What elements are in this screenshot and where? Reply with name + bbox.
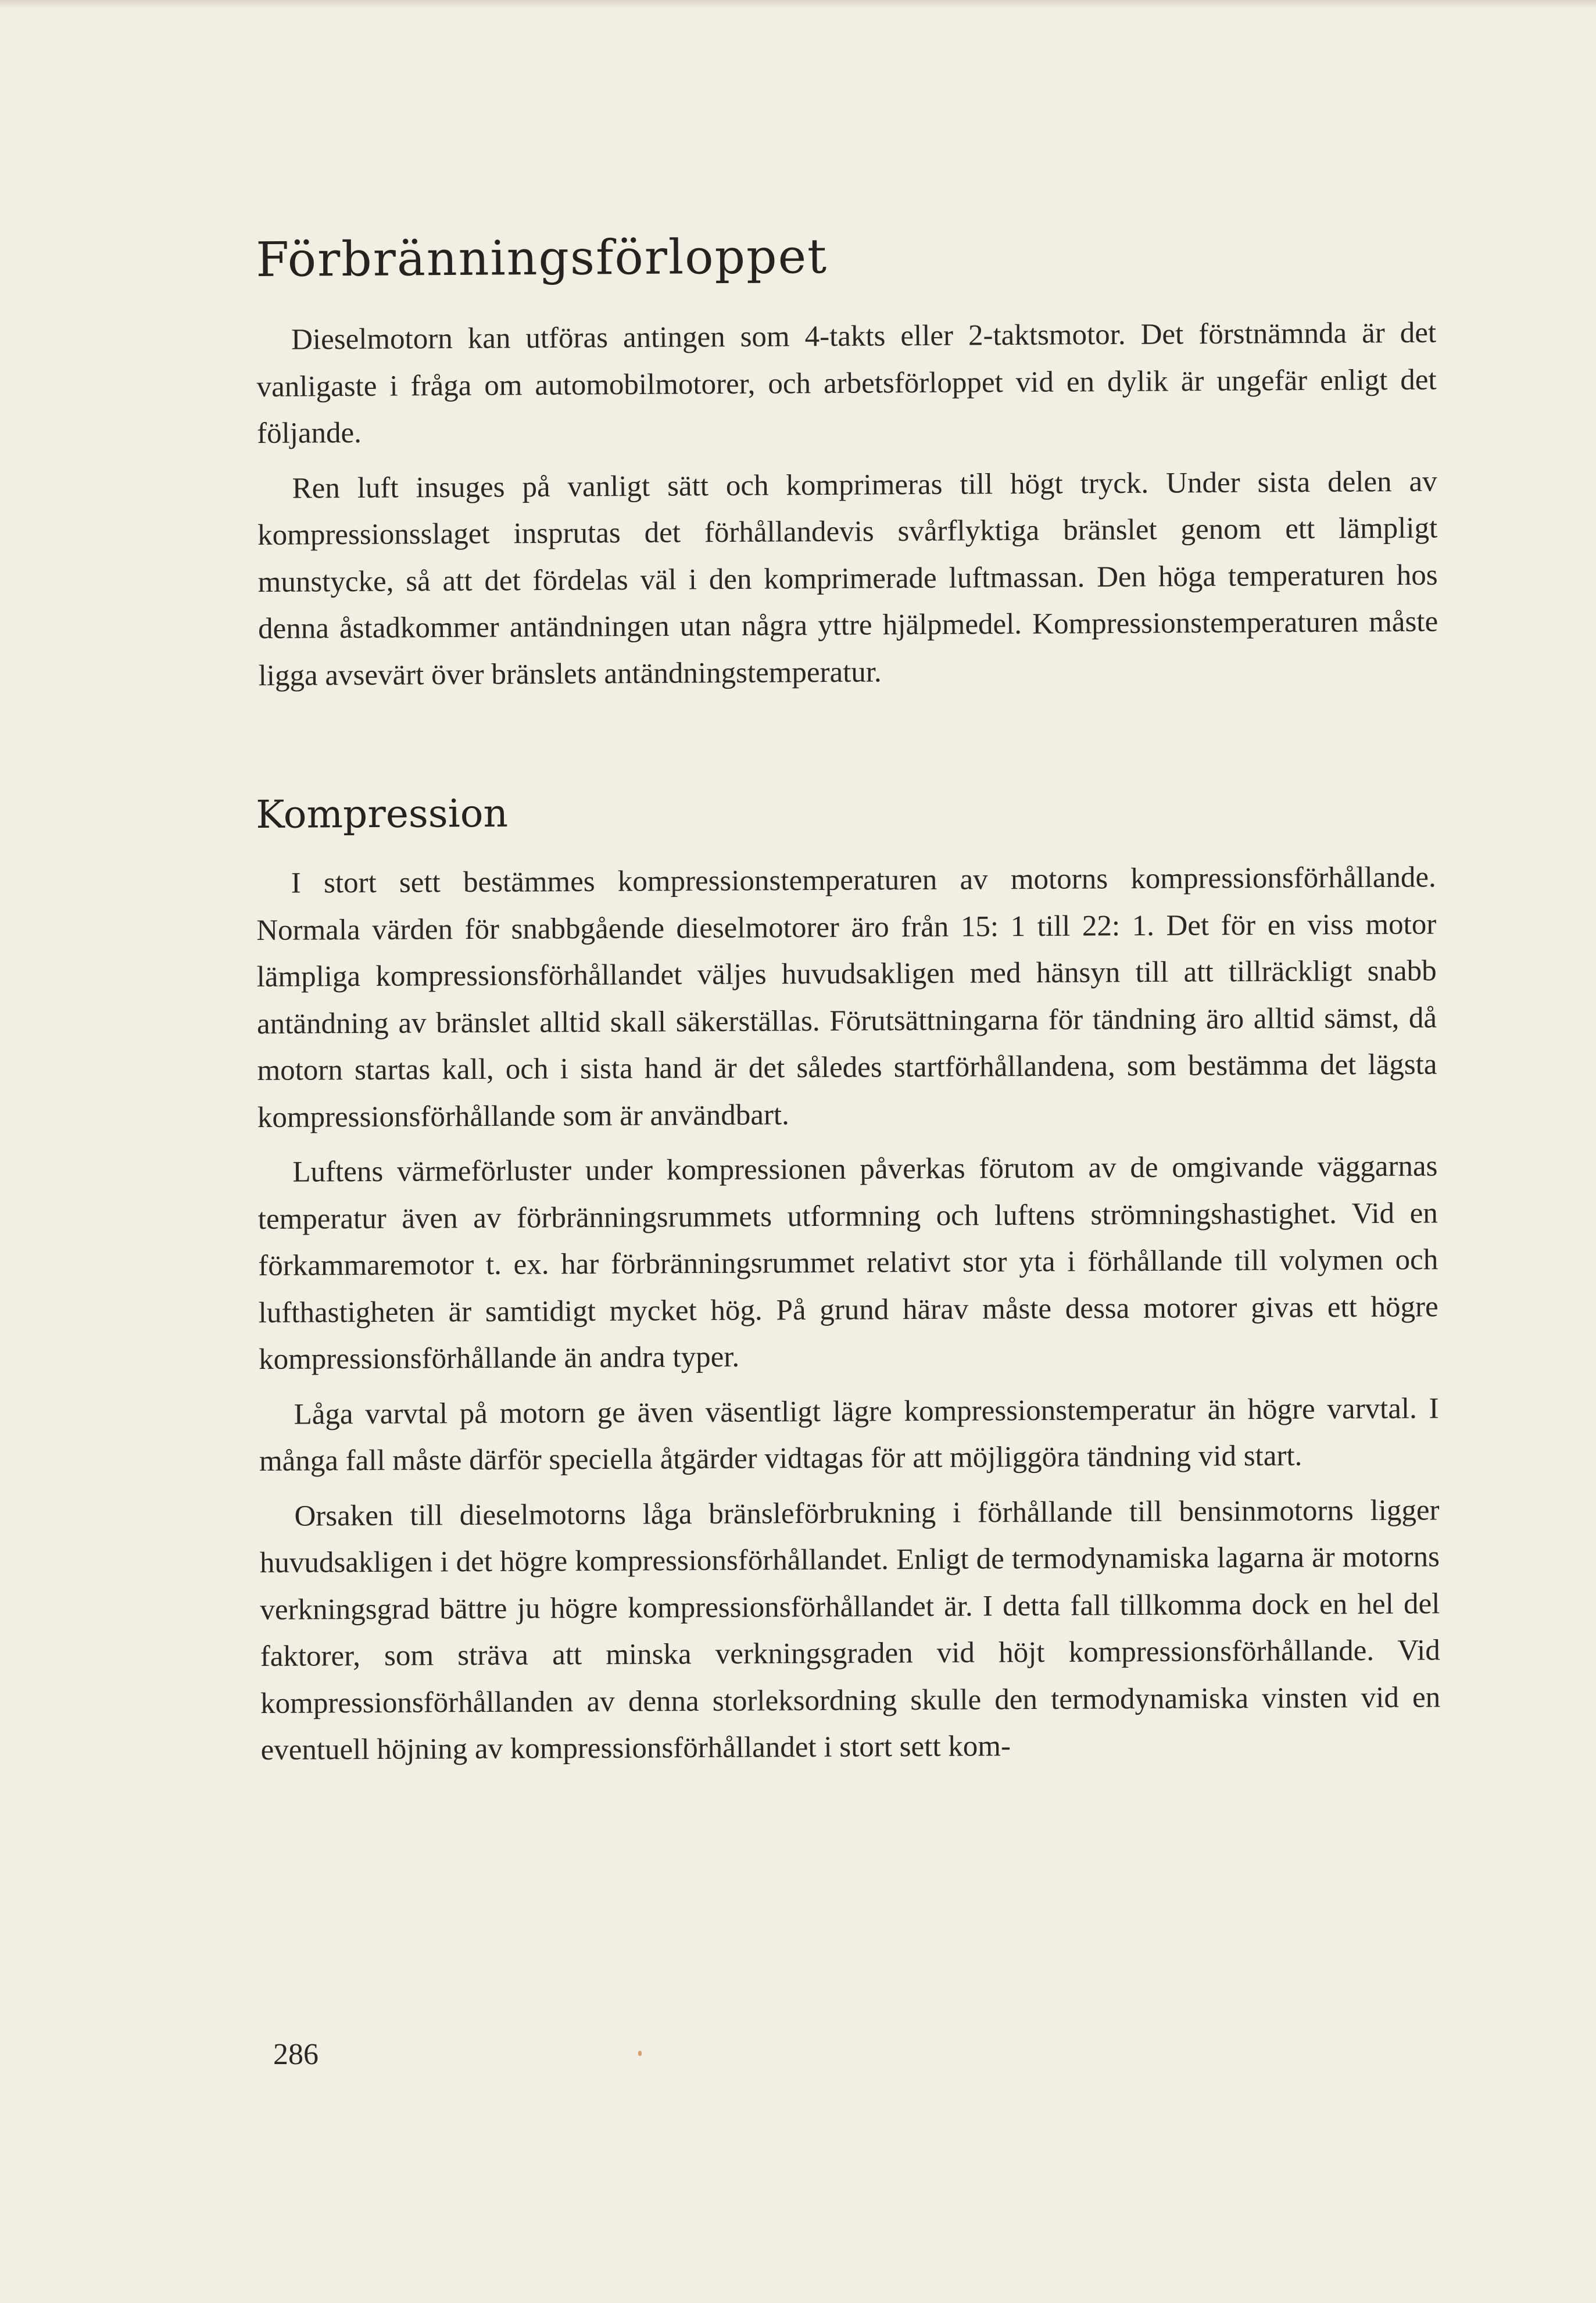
section-heading: Förbränningsförloppet (256, 228, 828, 288)
paragraph: Låga varvtal på motorn ge även väsentligt lägre kompressionstemperatur än högre varvtal. I många fall måste därför speciella åtgärder vidtagas för att möjliggöra tändning vid start. (259, 1392, 1439, 1478)
ink-speck (638, 2051, 642, 2056)
paragraph: Dieselmotorn kan utföras antingen som 4-takts eller 2-taktsmotor. Det förstnämnda är det vanligaste i fråga om automobilmotorer, och arbetsförloppet vid en dylik är ungefär enligt det följande. (256, 316, 1437, 450)
section-heading: Kompression (256, 791, 509, 837)
paragraph: I stort sett bestämmes kompressionstemperaturen av motorns kompressionsförhållande. Normala värden för snabbgående dieselmotorer äro från 15: 1 till 22: 1. Det för en viss motor lämpliga kompressionsförhållandet väljes huvudsakligen med hänsyn till att tillräckligt snabb antändning av bränslet alltid skall säkerställas. Förutsättningarna för tändning äro alltid sämst, då motorn startas kall, och i sista hand är det således startförhållandena, som bestämma det lägsta kompressionsförhållande som är användbart. (256, 861, 1437, 1134)
paragraph: Orsaken till dieselmotorns låga bränsleförbrukning i förhållande till bensinmotorns ligger huvudsakligen i det högre kompressionsförhållandet. Enligt de termodynamiska lagarna är motorns verkningsgrad bättre ju högre kompressionsförhållandet är. I detta fall tillkomma dock en hel del faktorer, som sträva att minska verkningsgraden vid höjt kompressionsförhållande. Vid kompressionsförhållanden av denna storleksordning skulle den termodynamiska vinsten vid en eventuell höjning av kompressionsförhållandet i stort sett kom- (259, 1493, 1441, 1766)
page-content (256, 228, 1441, 1782)
section-kompression (256, 786, 1441, 1773)
page-number: 286 (273, 2038, 319, 2071)
section-forbranningsforloppet (256, 226, 1438, 699)
paragraph: Ren luft insuges på vanligt sätt och komprimeras till högt tryck. Under sista delen av kompressionsslaget insprutas det förhållandevis svårflyktiga bränslet genom ett lämpligt munstycke, så att det fördelas väl i den komprimerade luftmassan. Den höga temperaturen hos denna åstadkommer antändningen utan några yttre hjälpmedel. Kompressionstemperaturen måste ligga avsevärt över bränslets antändningstemperatur. (257, 465, 1438, 692)
paragraph: Luftens värmeförluster under kompressionen påverkas förutom av de omgivande väggarnas temperatur även av förbränningsrummets utformning och luftens strömningshastighet. Vid en förkammaremotor t. ex. har förbränningsrummet relativt stor yta i förhållande till volymen och lufthastigheten är samtidigt mycket hög. På grund härav måste dessa motorer givas ett högre kompressionsförhållande än andra typer. (257, 1150, 1438, 1376)
page-top-edge (0, 0, 1596, 8)
